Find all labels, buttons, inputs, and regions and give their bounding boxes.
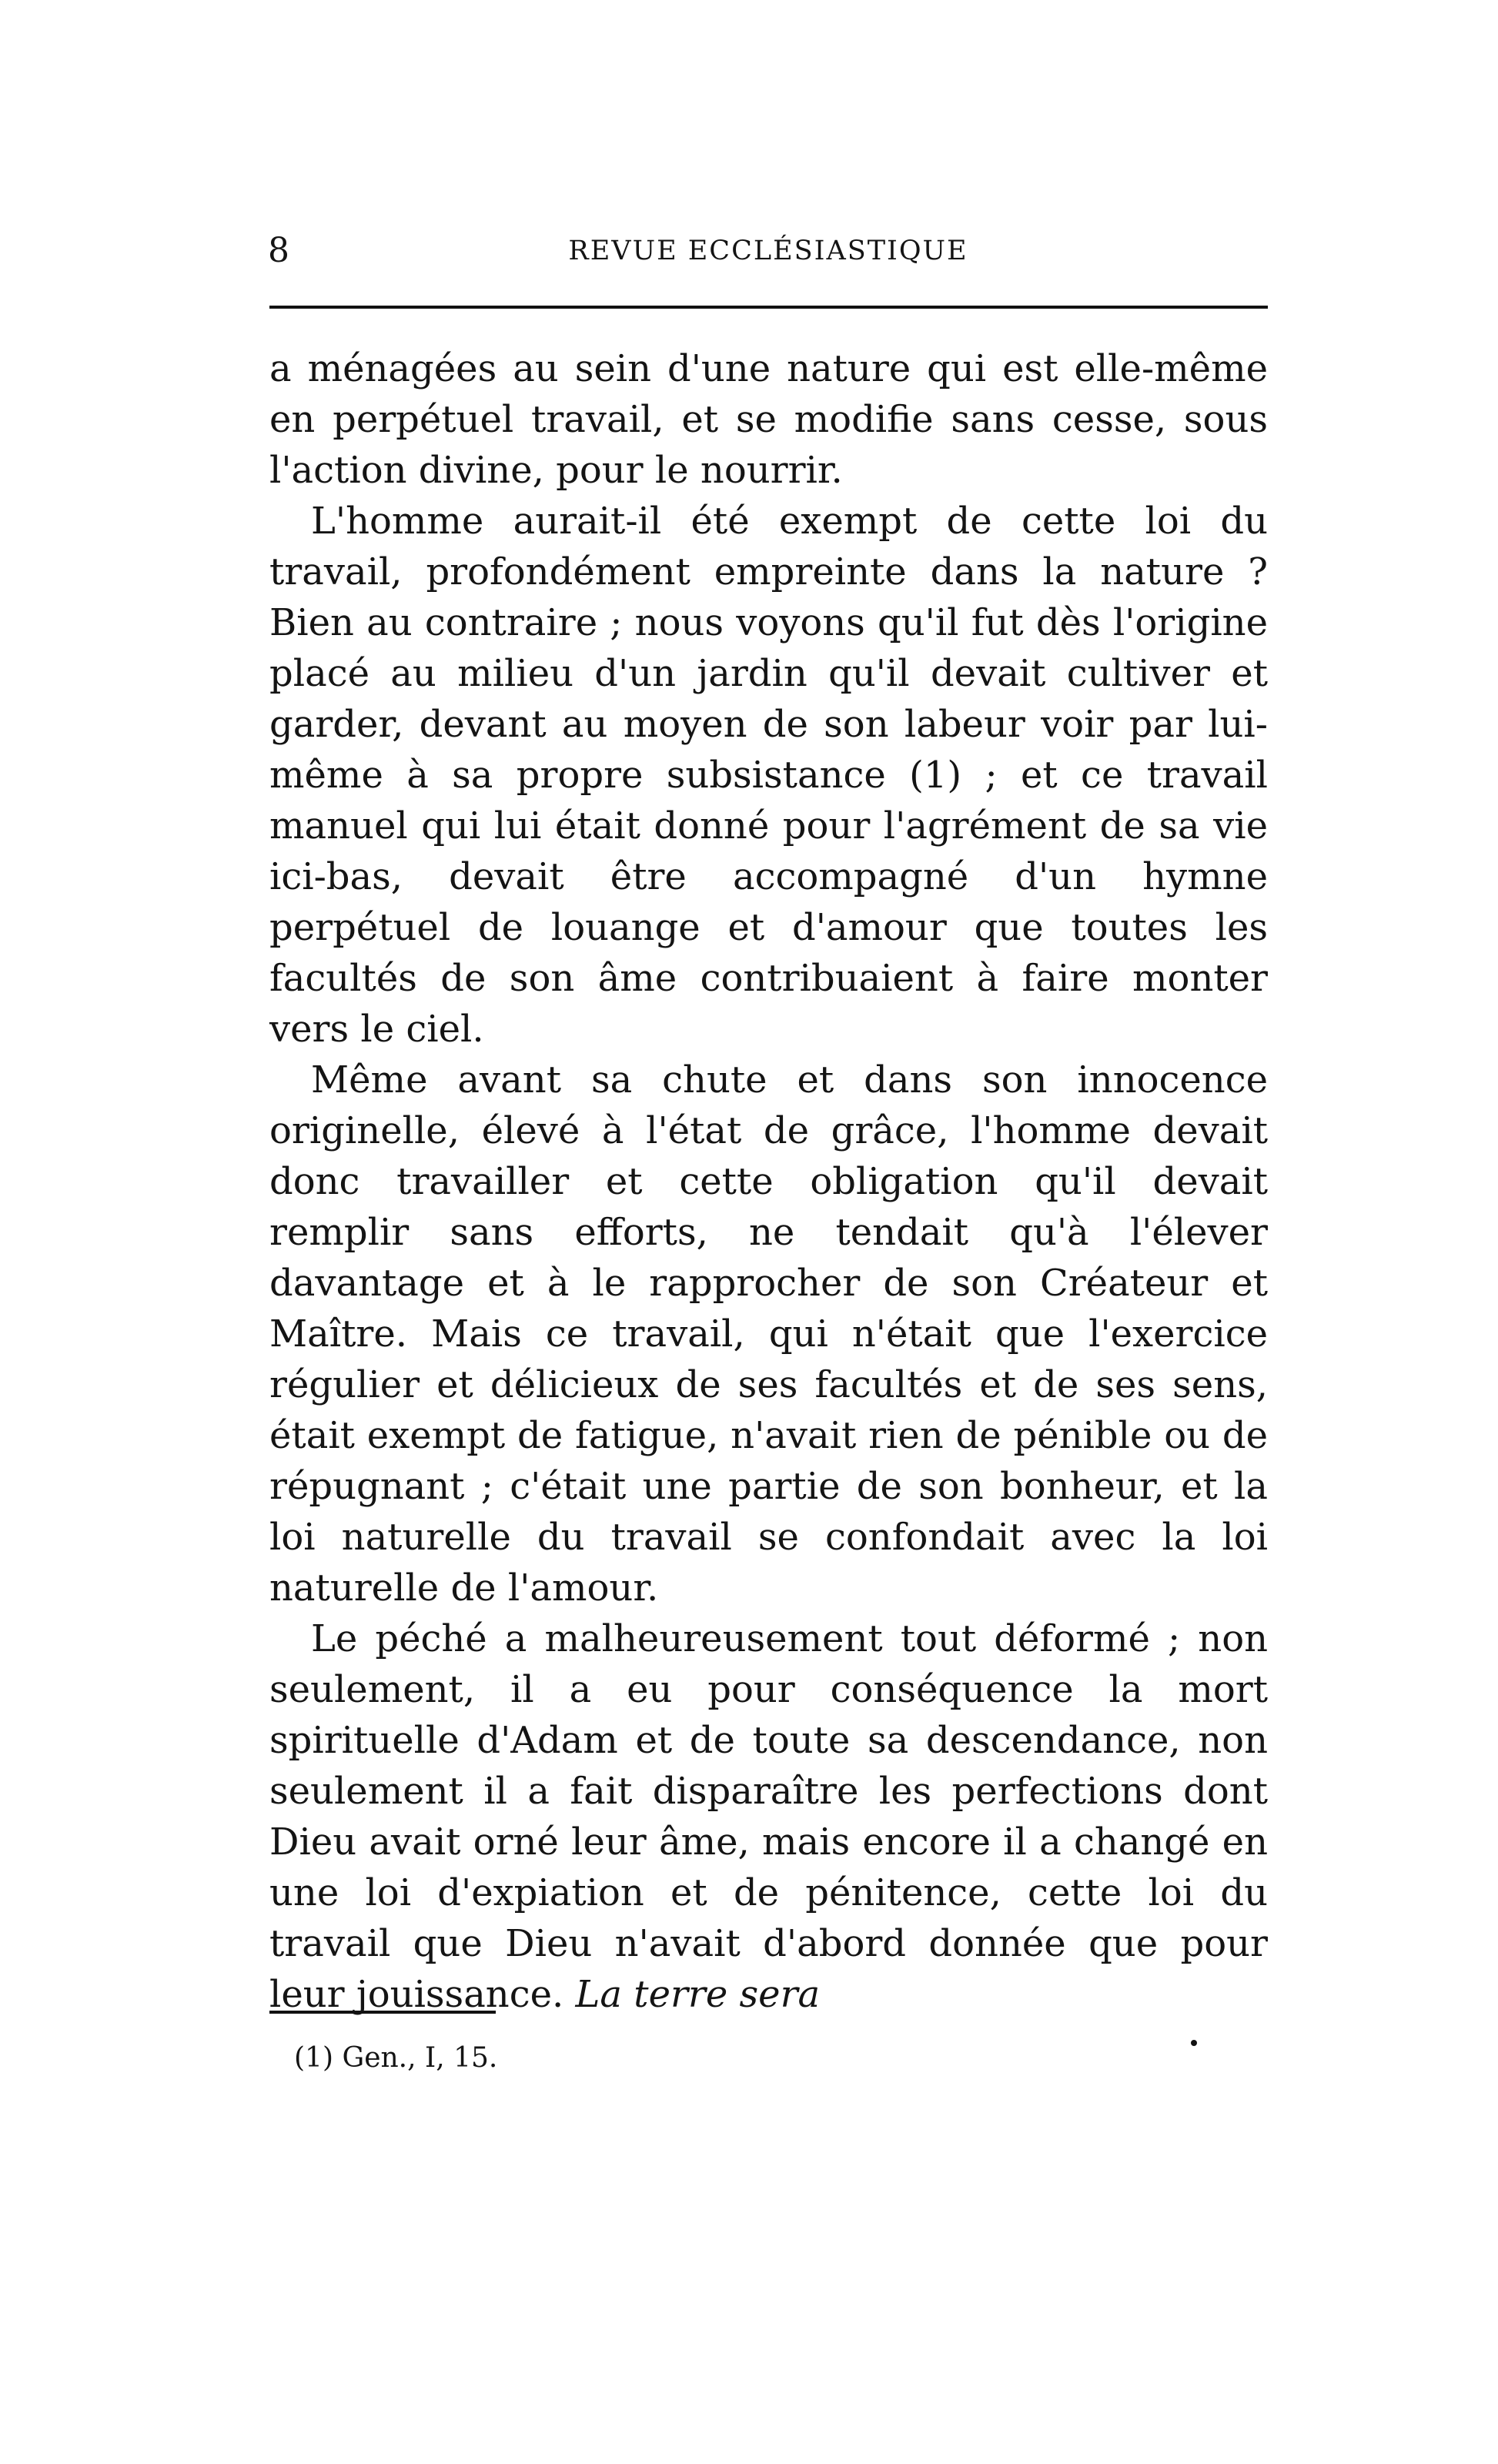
paragraph-4	[269, 1613, 1268, 2020]
paragraph-1: a ménagées au sein d'une nature qui est elle-même en perpétuel travail, et se modifie sans cesse, sous l'action divine, pour le nourrir.	[269, 347, 1268, 492]
header-rule	[269, 306, 1268, 309]
paragraph-3: Même avant sa chute et dans son innocence originelle, élevé à l'état de grâce, l'homme devait donc travailler et cette obligation qu'il devait remplir sans efforts, ne tendait qu'à l'élever davantage et à le rapprocher de son Créateur et Maître. Mais ce travail, qui n'était que l'exercice régulier et délicieux de ses facultés et de ses sens, était exempt de fatigue, n'avait rien de pénible ou de répugnant ; c'était une partie de son bonheur, et la loi naturelle du travail se confondait avec la loi naturelle de l'amour.	[269, 1058, 1268, 1610]
page-header	[268, 228, 1269, 282]
paragraph-4-text: Le péché a malheureusement tout déformé ; non seulement, il a eu pour conséquence la mort spirituelle d'Adam et de toute sa descendance, non seulement il a fait disparaître les perfections dont Dieu avait orné leur âme, mais encore il a changé en une loi d'expiation et de pénitence, cette loi du travail que Dieu n'avait d'abord donnée que pour leur jouissance.	[269, 1617, 1268, 2016]
footnote-rule	[269, 2011, 496, 2014]
footnote: (1) Gen., I, 15.	[294, 2042, 498, 2074]
paragraph-2: L'homme aurait-il été exempt de cette loi du travail, profondément empreinte dans la nature ? Bien au contraire ; nous voyons qu'il fut dès l'origine placé au milieu d'un jardin qu'il devait cultiver et garder, devant au moyen de son labeur voir par lui-même à sa propre subsistance (1) ; et ce travail manuel qui lui était donné pour l'agrément de sa vie ici-bas, devait être accompagné d'un hymne perpétuel de louange et d'amour que toutes les facultés de son âme contribuaient à faire monter vers le ciel.	[269, 500, 1268, 1051]
running-title: REVUE ECCLÉSIASTIQUE	[568, 236, 968, 266]
body-text	[269, 343, 1268, 2020]
page-number: 8	[268, 231, 289, 270]
paragraph-4-italic-tail: La terre sera	[575, 1973, 821, 2016]
stray-mark	[1191, 2040, 1197, 2046]
